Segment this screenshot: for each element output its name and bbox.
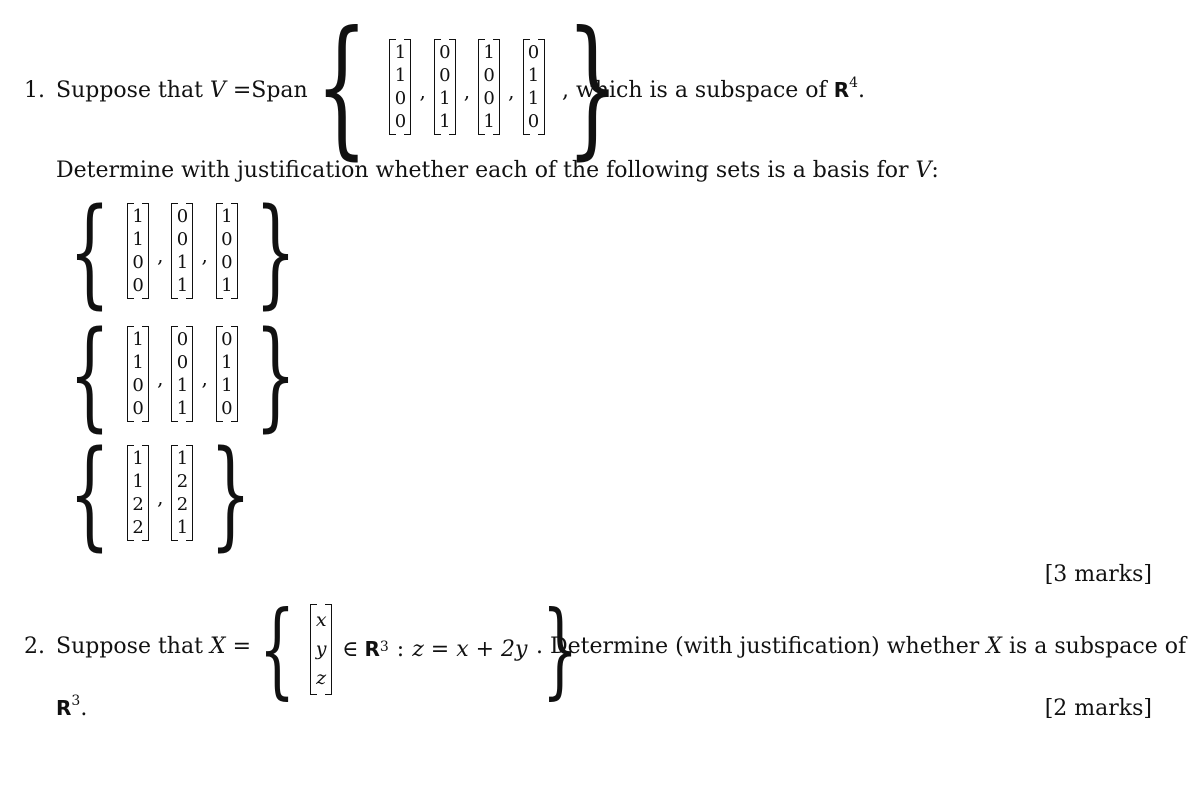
q1-prompt: Determine with justification whether each of the following sets is a basis for V: <box>56 158 939 183</box>
left-brace: { <box>68 424 111 562</box>
comma: , <box>463 79 471 103</box>
span-label: =Span <box>232 78 308 103</box>
candidate-set-2: { 1 1 0 0 , 0 0 1 1 , 0 1 1 0 } <box>68 305 296 443</box>
left-brace: { <box>258 588 296 710</box>
q1-after-set: , which is a subspace of $R^4$. <box>562 74 866 103</box>
q1-number: 1. <box>24 78 45 103</box>
q2-marks: [2 marks] <box>1044 696 1152 721</box>
q1-marks: [3 marks] <box>1044 562 1152 587</box>
var-x: X <box>209 634 226 659</box>
right-brace: } <box>254 182 296 320</box>
set2-vector-3: 0 1 1 0 <box>216 326 238 422</box>
q2-after-set: . Determine (with justification) whether X is a subspace of <box>536 634 1187 659</box>
set1-vector-3: 1 0 0 1 <box>216 203 238 299</box>
left-brace: { <box>68 182 111 320</box>
span-vector-2: 0 0 1 1 <box>434 39 456 135</box>
var-v: V <box>209 78 226 103</box>
set1-vector-1: 1 1 0 0 <box>127 203 149 299</box>
comma: , <box>419 79 426 103</box>
right-brace: } <box>542 588 579 710</box>
span-vector-1: 1 1 0 0 <box>389 39 411 135</box>
right-brace: } <box>210 424 252 562</box>
set-x: { x y z ∈ R $^3$ : z = x + 2y } <box>258 588 579 710</box>
set3-vector-2: 1 2 2 1 <box>171 445 193 541</box>
left-brace: { <box>68 305 111 443</box>
right-brace: } <box>254 305 296 443</box>
right-brace: } <box>565 0 619 174</box>
set-condition: z = x + 2y <box>412 636 528 662</box>
left-brace: { <box>315 0 368 174</box>
candidate-set-1: { 1 1 0 0 , 0 0 1 1 , 1 0 0 1 } <box>68 182 296 320</box>
exponent: 4 <box>849 74 859 91</box>
q2-intro: Suppose that X = <box>56 634 252 659</box>
q1-intro-text: Suppose that <box>56 78 203 103</box>
set2-vector-1: 1 1 0 0 <box>127 326 149 422</box>
q2-r3: $R^3$. <box>56 692 88 721</box>
span-vector-3: 1 0 0 1 <box>478 39 500 135</box>
q2-number: 2. <box>24 634 45 659</box>
comma: , <box>508 79 515 103</box>
set2-vector-2: 0 0 1 1 <box>171 326 193 422</box>
span-vector-4: 0 1 1 0 <box>523 39 545 135</box>
set1-vector-2: 0 0 1 1 <box>171 203 193 299</box>
var-x: X <box>986 634 1002 659</box>
element-of-symbol: ∈ <box>342 636 359 662</box>
candidate-set-3: { 1 1 2 2 , 1 2 2 1 } <box>68 424 252 562</box>
var-v: V <box>915 158 932 183</box>
prompt-text: Determine with justification whether each of the following sets is a basis for <box>56 158 909 183</box>
after-set-text: , which is a subspace of <box>562 78 827 103</box>
real-numbers-symbol: R <box>833 78 850 102</box>
set3-vector-1: 1 1 2 2 <box>127 445 149 541</box>
real-numbers-symbol: R <box>56 696 72 720</box>
vector-xyz: x y z <box>310 604 332 695</box>
real-numbers-symbol: R <box>364 637 380 661</box>
q1-intro <box>56 78 308 103</box>
